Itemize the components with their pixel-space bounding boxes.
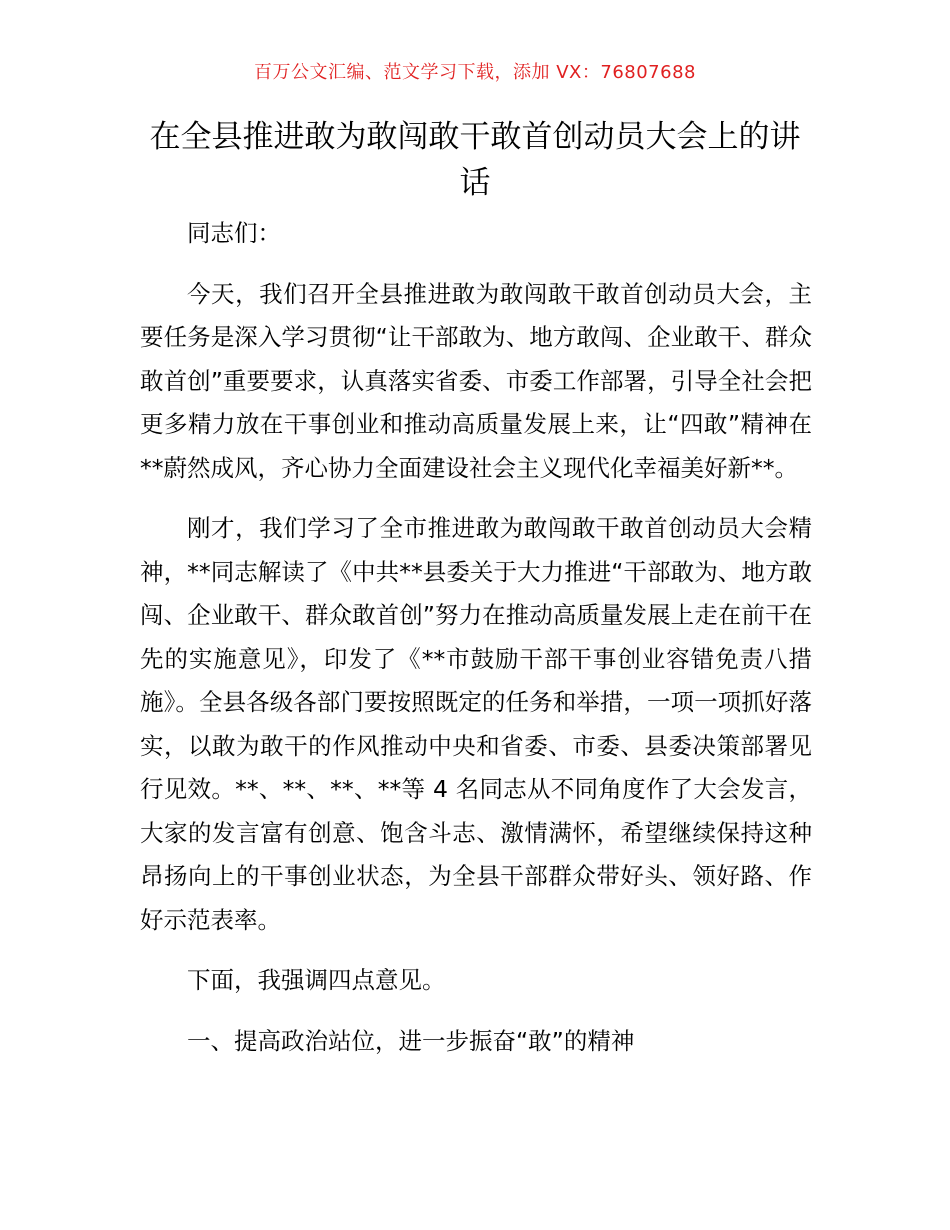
paragraph-3: 下面，我强调四点意见。 [187, 966, 446, 994]
header-watermark-note: 百万公文汇编、范文学习下载，添加 VX：76807688 [254, 62, 696, 83]
section-heading: 一、提高政治站位，进一步振奋“敢”的精神 [187, 1026, 635, 1055]
document-body [140, 212, 812, 1080]
salutation: 同志们： [187, 219, 281, 247]
document-title: 在全县推进敢为敢闯敢干敢首创动员大会上的讲话 [149, 119, 801, 201]
paragraph-1: 今天，我们召开全县推进敢为敢闯敢干敢首创动员大会，主要任务是深入学习贯彻“让干部敢为、地方敢闯、企业敢干、群众敢首创”重要要求，认真落实省委、市委工作部署，引导全社会把更多精力放在干事创业和推动高质量发展上来，让“四敢”精神在**蔚然成风，齐心协力全面建设社会主义现代化幸福美好新**。 [140, 279, 812, 482]
paragraph-2: 刚才，我们学习了全市推进敢为敢闯敢干敢首创动员大会精神，**同志解读了《中共**县委关于大力推进“干部敢为、地方敢闯、企业敢干、群众敢首创”努力在推动高质量发展上走在前干在先的实施意见》，印发了《**市鼓励干部干事创业容错免责八措施》。全县各级各部门要按照既定的任务和举措，一项一项抓好落实，以敢为敢干的作风推动中央和省委、市委、县委决策部署见行见效。**、**、**、**等 4 名同志从不同角度作了大会发言，大家的发言富有创意、饱含斗志、激情满怀，希望继续保持这种昂扬向上的干事创业状态，为全县干部群众带好头、领好路、作好示范表率。 [140, 514, 812, 934]
